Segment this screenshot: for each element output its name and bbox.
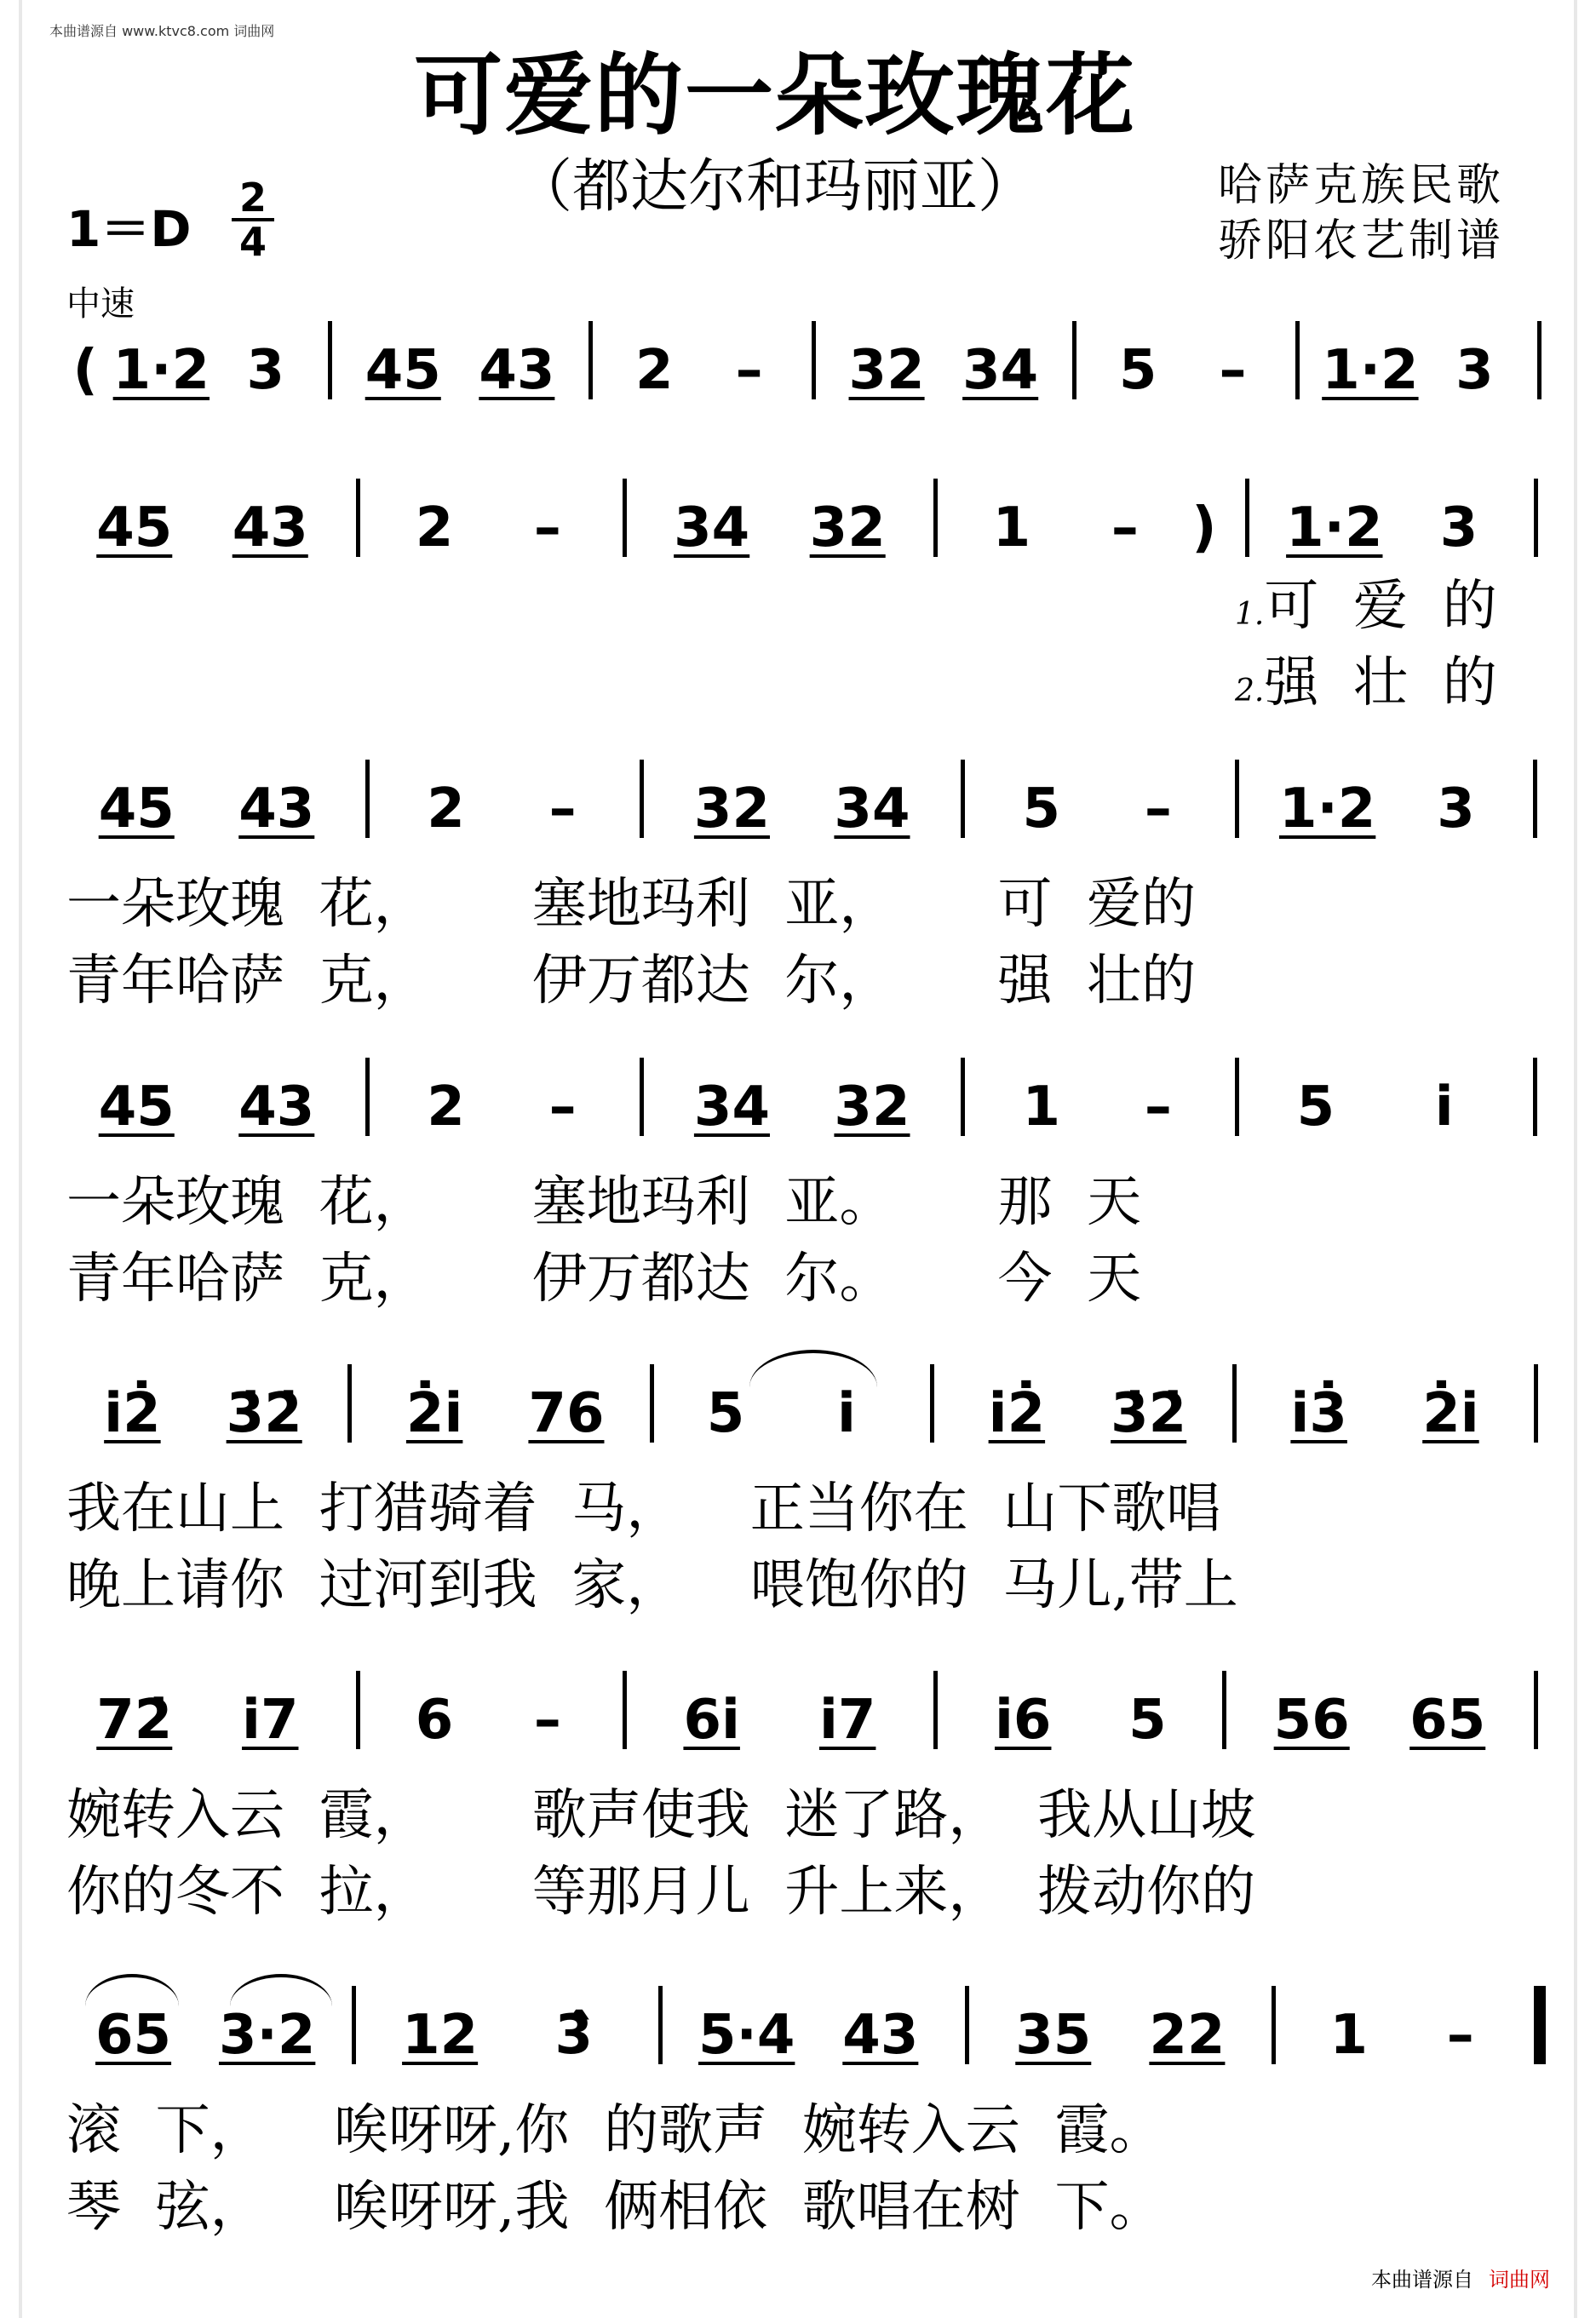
note-group: 1·2 [1278,777,1376,841]
barline [1272,1986,1276,2064]
note-group: 43 [232,496,308,559]
note-group: 34 [693,1076,770,1139]
barline [1534,1364,1538,1443]
note-group: 12 [402,2004,479,2067]
lyric-text: 婉转入云 霞， 歌声使我 迷了路， 我从山坡 [66,1784,1256,1847]
note-group: 32 [848,339,925,402]
barline [352,1986,356,2064]
barline [623,1671,627,1749]
barline [965,1986,969,2064]
note-group: 3 [1437,777,1475,841]
note-group: 65 [1409,1689,1486,1752]
lyric-line [66,1158,1141,1236]
barline [1222,1671,1226,1749]
note-group: 1·2 [112,339,210,402]
lyric-line [66,937,1196,1015]
lyric-text: 滚 下， 唉呀呀,你 的歌声 婉转入云 霞。 [66,2099,1164,2162]
note-group: i̇6 [994,1689,1052,1752]
lyric-text: 青年哈萨 克， 伊万都达 尔。 今 天 [66,1248,1142,1311]
note-group: 2̇i̇ [1422,1382,1479,1445]
dash-note: – [533,1689,561,1752]
tempo-marking: 中速 [66,284,135,324]
note-group: 5 [1118,339,1157,402]
barline [1533,1058,1537,1136]
note-group: 34 [674,496,750,559]
note-group: 76 [528,1382,605,1445]
barline [1534,1671,1538,1749]
note-group: 35 [1015,2004,1092,2067]
dash-note: – [533,496,561,559]
note-group: 5·4 [698,2004,795,2067]
song-subtitle: （都达尔和玛丽亚） [514,153,1036,221]
barline [1072,321,1076,399]
barline [1295,321,1300,399]
note-group: 3 [1455,339,1494,402]
barline [365,1058,370,1136]
note-group: i̇2̇ [988,1382,1046,1445]
barline [328,321,332,399]
note-group: 6 [415,1689,454,1752]
slur-mark [230,1974,332,2006]
note-group: 43 [238,1076,315,1139]
final-barline [1534,1986,1546,2064]
note-group: 3·2 [218,2004,316,2067]
barline [347,1364,352,1443]
dash-note: – [735,339,763,402]
barline [365,760,370,838]
notes-row [0,319,1596,413]
barline [588,321,593,399]
note-group: 3 [1439,496,1478,559]
lyric-line [66,2163,1163,2241]
notes-row [0,758,1596,852]
note-group: 5 [706,1382,745,1445]
verse-number: 2. [1235,674,1265,709]
note-group: 45 [365,339,441,402]
barline [1232,1364,1237,1443]
slur-mark [749,1350,877,1387]
barline [812,321,816,399]
footer [1371,2263,1550,2292]
notes-row [0,477,1596,571]
note-group: i̇ [1434,1076,1454,1139]
note-group: i̇ [836,1382,856,1445]
note-group: 43 [238,777,315,841]
source-note: 本曲谱源自 www.ktvc8.com 词曲网 [49,23,275,39]
note-group: 43 [479,339,555,402]
note-group: 1 [1329,2004,1369,2067]
barline [623,479,627,557]
note-group: 1 [992,496,1031,559]
note-group: 2 [427,1076,465,1139]
note-group: 5 [1128,1689,1167,1752]
note-group: i̇2̇ [104,1382,161,1445]
barline [1533,760,1537,838]
note-group: i̇7 [818,1689,876,1752]
footer-source: 本曲谱源自 [1371,2268,1473,2292]
note-group: 22 [1149,2004,1226,2067]
note-group: 32 [809,496,886,559]
note-group: 2 [415,496,454,559]
dash-note: – [1446,2004,1474,2067]
note-group: 5 [1022,777,1061,841]
note-group: 34 [834,777,910,841]
note-group: 32 [834,1076,910,1139]
lyric-line [1235,639,1497,717]
barline [658,1986,663,2064]
time-numerator: 2 [238,175,267,221]
notes-row [0,1056,1596,1150]
lyric-line [66,1541,1238,1620]
lyric-line [1235,562,1497,640]
dash-note: – [548,777,577,841]
time-denominator: 4 [232,218,274,262]
repeat-parenthesis: ( [72,339,98,402]
barline [1245,479,1249,557]
lyric-text: 我在山上 打猎骑着 马， 正当你在 山下歌唱 [66,1477,1221,1541]
arranger-credit: 骄阳农艺制谱 [1218,215,1505,267]
barline [640,1058,644,1136]
lyric-text: 一朵玫瑰 花， 塞地玛利 亚。 那 天 [66,1171,1142,1234]
note-group: 2̇i̇ [405,1382,463,1445]
note-group: 3 [246,339,285,402]
note-group: 72̇ [96,1689,173,1752]
note-group: 1·2 [1286,496,1383,559]
lyric-line [66,1235,1141,1313]
dash-note: – [1111,496,1139,559]
lyric-text: 你的冬不 拉， 等那月儿 升上来， 拨动你的 [66,1861,1256,1924]
note-group: 1·2 [1322,339,1419,402]
dash-note: – [548,1076,577,1139]
barline [961,760,965,838]
barline [356,479,360,557]
barline [961,1058,965,1136]
footer-site: 词曲网 [1489,2268,1550,2292]
barline [933,479,938,557]
dash-note: – [1219,339,1247,402]
note-group: 3̇2̇ [226,1382,302,1445]
lyric-text: 强 壮 的 [1264,651,1497,714]
lyric-text: 晚上请你 过河到我 家， 喂饱你的 马儿,带上 [66,1554,1238,1617]
note-group: i̇3̇ [1290,1382,1347,1445]
barline [1235,1058,1239,1136]
repeat-parenthesis: ) [1191,496,1217,559]
lyric-text: 青年哈萨 克， 伊万都达 尔， 强 壮的 [66,950,1197,1013]
note-group: 1 [1022,1076,1061,1139]
lyric-line [66,2086,1163,2165]
lyric-line [66,1848,1255,1926]
note-group: 32 [693,777,770,841]
note-group: 45 [98,1076,175,1139]
dash-note: – [1144,777,1172,841]
lyric-line [66,1465,1220,1543]
lyric-text: 一朵玫瑰 花， 塞地玛利 亚， 可 爱的 [66,873,1197,936]
slur-mark [85,1974,179,2006]
notes-row [0,1669,1596,1763]
lyric-text: 可 爱 的 [1264,575,1497,638]
barline [1235,760,1239,838]
barline [1534,479,1538,557]
note-group: 45 [98,777,175,841]
note-group: i̇7 [242,1689,299,1752]
barline [930,1364,934,1443]
note-group: 6i̇ [683,1689,740,1752]
barline [650,1364,654,1443]
note-group: 5 [1296,1076,1335,1139]
song-title: 可爱的一朵玫瑰花 [413,43,1136,147]
note-group: 65 [95,2004,172,2067]
verse-number: 1. [1235,597,1265,632]
time-signature [232,175,274,265]
note-group: 3̂ [554,2004,593,2067]
barline [640,760,644,838]
genre-credit: 哈萨克族民歌 [1218,160,1505,211]
barline [1537,321,1541,399]
lyric-line [66,1771,1255,1850]
note-group: 2 [635,339,674,402]
barline [933,1671,938,1749]
note-group: 45 [96,496,173,559]
note-group: 43 [842,2004,919,2067]
note-group: 34 [962,339,1039,402]
lyric-text: 琴 弦， 唉呀呀,我 俩相依 歌唱在树 下。 [66,2176,1164,2239]
barline [356,1671,360,1749]
note-group: 56 [1273,1689,1350,1752]
key-signature: 1＝D [66,200,192,258]
note-group: 3̇2̇ [1111,1382,1187,1445]
note-group: 2 [427,777,465,841]
dash-note: – [1144,1076,1172,1139]
lyric-line [66,860,1196,938]
